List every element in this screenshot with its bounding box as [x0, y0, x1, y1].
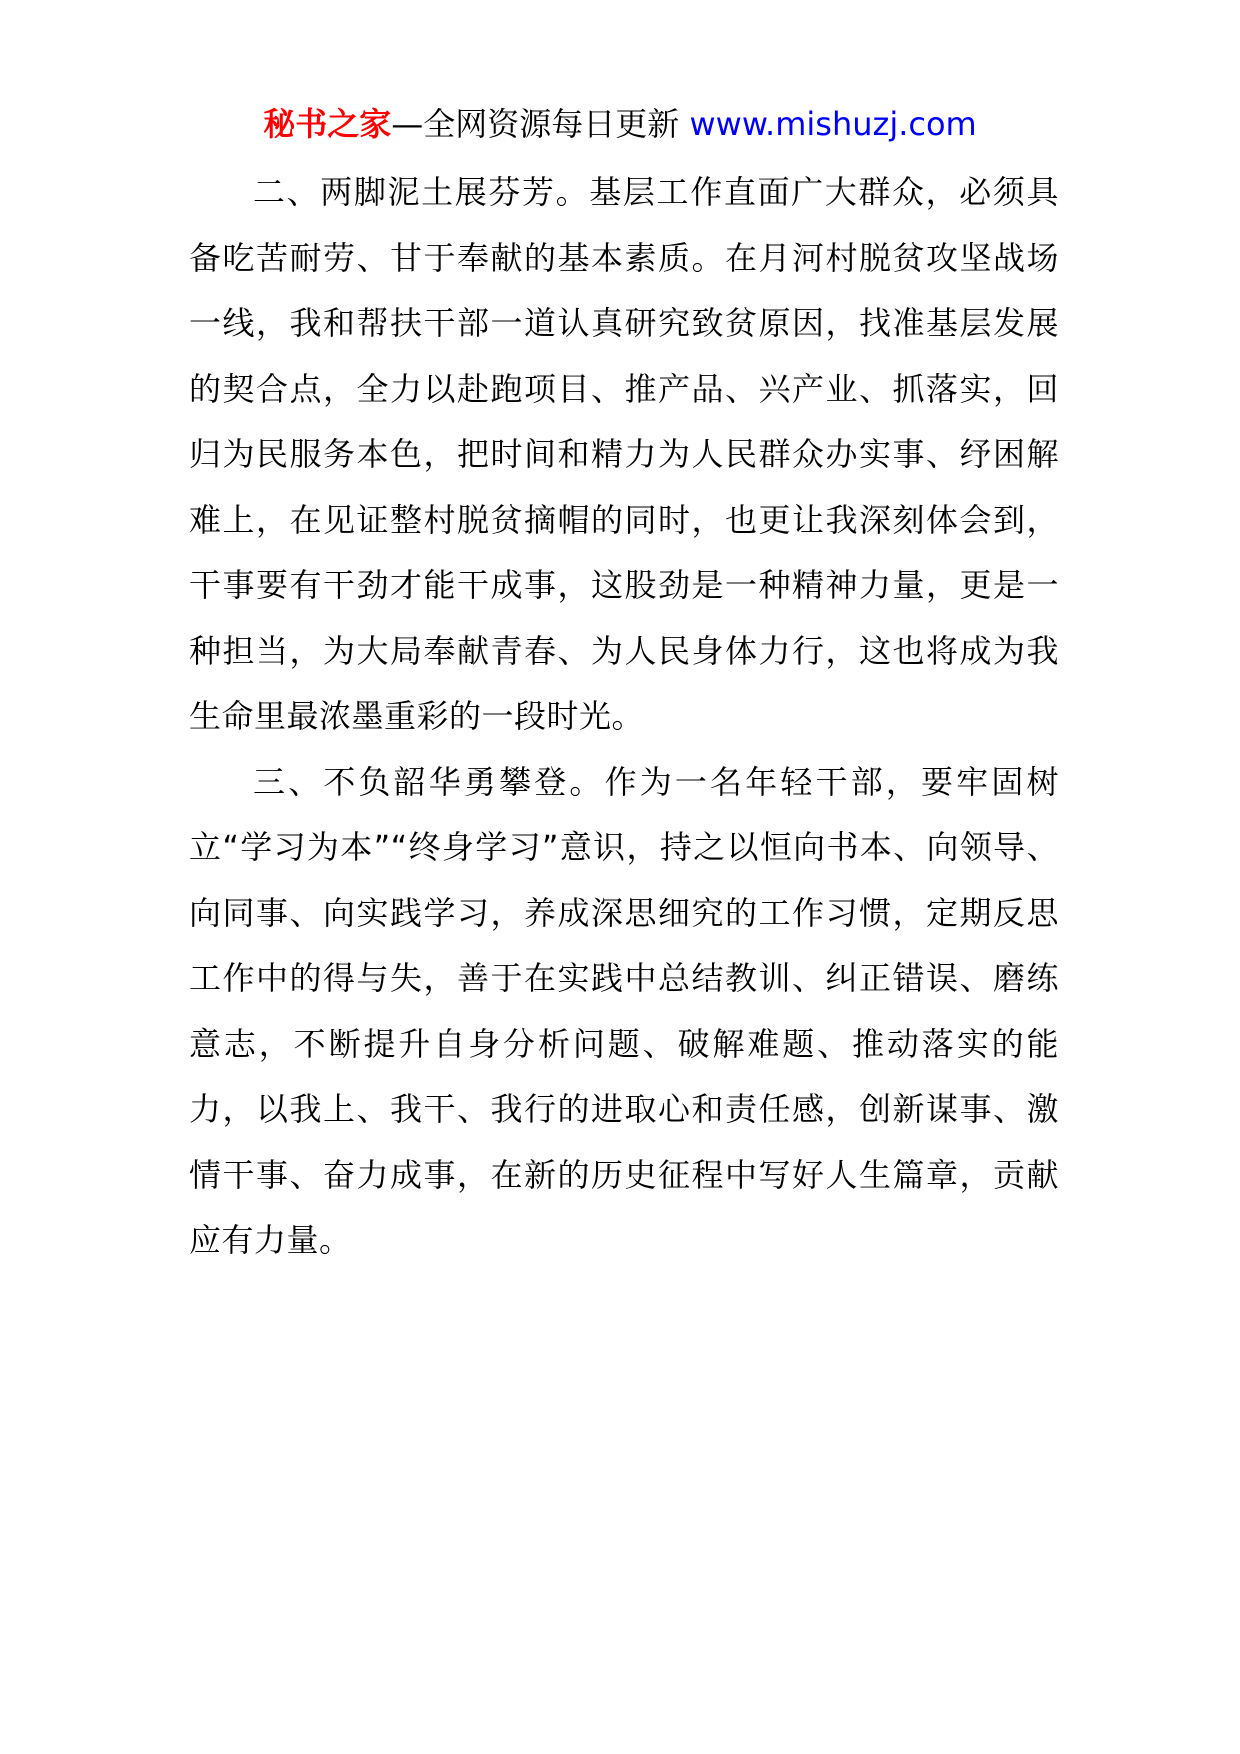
brand-name: 秘书之家 — [263, 105, 392, 143]
page-header — [0, 104, 1240, 144]
header-tagline: —全网资源每日更新 — [391, 105, 690, 143]
paragraph-three: 三、不负韶华勇攀登。作为一名年轻干部，要牢固树立“学习为本”“终身学习”意识，持之以恒向书本、向领导、向同事、向实践学习，养成深思细究的工作习惯，定期反思工作中的得与失，善于在实践中总结教训、纠正错误、磨练意志，不断提升自身分析问题、破解难题、推动落实的能力，以我上、我干、我行的进取心和责任感，创新谋事、激情干事、奋力成事，在新的历史征程中写好人生篇章，贡献应有力量。 — [189, 762, 1059, 1259]
document-body — [189, 160, 1059, 1274]
paragraph-two: 二、两脚泥土展芬芳。基层工作直面广大群众，必须具备吃苦耐劳、甘于奉献的基本素质。在月河村脱贫攻坚战场一线，我和帮扶干部一道认真研究致贫原因，找准基层发展的契合点，全力以赴跑项目、推产品、兴产业、抓落实，回归为民服务本色，把时间和精力为人民群众办实事、纾困解难上，在见证整村脱贫摘帽的同时，也更让我深刻体会到，干事要有干劲才能干成事，这股劲是一种精神力量，更是一种担当，为大局奉献青春、为人民身体力行，这也将成为我生命里最浓墨重彩的一段时光。 — [189, 173, 1059, 735]
website-url[interactable]: www.mishuzj.com — [689, 105, 977, 143]
